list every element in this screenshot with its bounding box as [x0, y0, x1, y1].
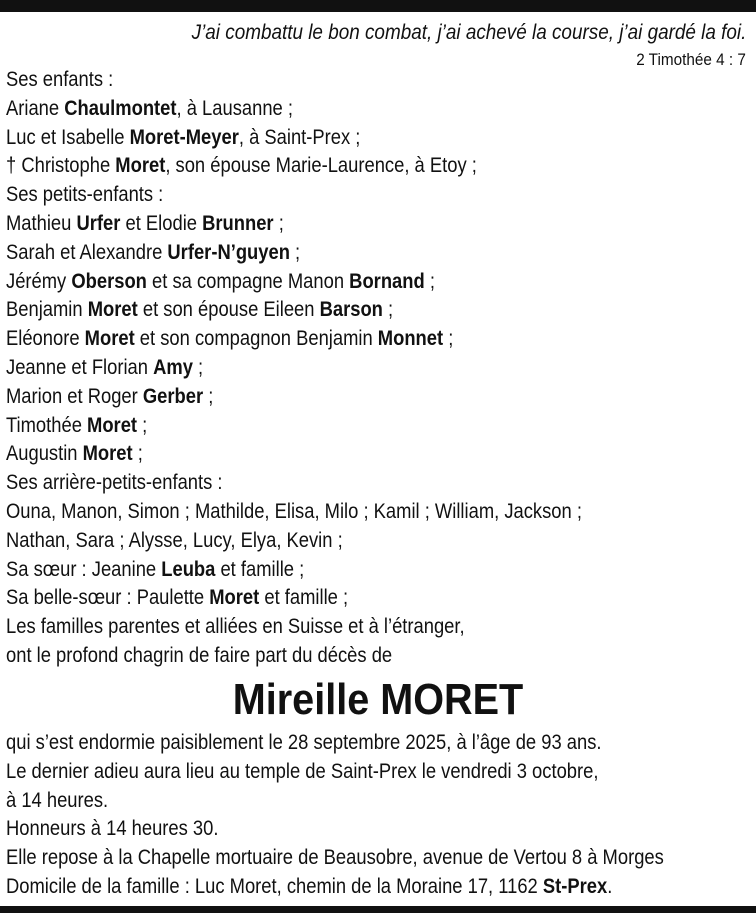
surname: Brunner — [202, 211, 274, 235]
text-segment: et son compagnon Benjamin — [134, 327, 378, 351]
detail-line — [6, 815, 664, 844]
surname: Oberson — [71, 269, 147, 293]
text-segment: Jeanne et Florian — [6, 355, 154, 379]
text-segment: , à Saint-Prex ; — [238, 125, 361, 149]
family-line — [6, 613, 582, 642]
text-segment: ; — [443, 327, 454, 351]
text-segment: . — [607, 874, 613, 898]
epigraph-reference: 2 Timothée 4 : 7 — [636, 50, 746, 69]
family-line — [6, 383, 582, 412]
text-segment: Elle repose à la Chapelle mortuaire de Beausobre, avenue de Vertou 8 à Morges — [6, 846, 664, 870]
text-segment: qui s’est endormie paisiblement le 28 septembre 2025, à l’âge de 93 ans. — [6, 731, 602, 754]
top-border-rule — [0, 0, 756, 12]
family-line — [6, 152, 582, 181]
text-segment: ; — [137, 413, 148, 437]
surname: Monnet — [377, 327, 444, 351]
text-segment: et famille ; — [259, 586, 349, 610]
bottom-border-rule — [0, 906, 756, 913]
text-segment: Les familles parentes et alliées en Suisse et à l’étranger, — [6, 615, 465, 639]
text-segment: Sa sœur : Jeanine — [6, 557, 162, 581]
surname: Moret — [115, 154, 166, 178]
family-line — [6, 124, 582, 153]
text-segment: Le dernier adieu aura lieu au temple de Saint-Prex le vendredi 3 octobre, — [6, 759, 599, 783]
family-line — [6, 556, 582, 585]
text-segment: Ariane — [6, 96, 65, 120]
text-segment: Benjamin — [6, 298, 88, 322]
family-line — [6, 440, 582, 469]
text-segment: Nathan, Sara ; Alysse, Lucy, Elya, Kevin ; — [6, 528, 343, 552]
text-segment: et famille ; — [215, 557, 305, 581]
surname: Moret-Meyer — [129, 125, 239, 149]
text-segment: Domicile de la famille : Luc Moret, chemin de la Moraine 17, 1162 — [6, 874, 543, 898]
text-segment: et son épouse Eileen — [137, 298, 320, 322]
deceased-name: Mireille MORET — [232, 675, 524, 724]
detail-line — [6, 729, 664, 758]
text-segment: Sa belle-sœur : Paulette — [6, 586, 210, 610]
surname: Urfer-N’guyen — [167, 240, 290, 264]
surname: Moret — [84, 327, 135, 351]
epigraph-quote: J’ai combattu le bon combat, j’ai achevé la course, j’ai gardé la foi. — [191, 21, 746, 44]
surname: Barson — [319, 298, 383, 322]
details-list — [6, 729, 756, 902]
text-segment: Timothée — [6, 413, 88, 437]
text-segment: † Christophe — [6, 154, 116, 178]
family-line — [6, 527, 582, 556]
surname: Amy — [153, 355, 193, 379]
family-line — [6, 66, 582, 95]
text-segment: Honneurs à 14 heures 30. — [6, 817, 219, 841]
text-segment: et Elodie — [120, 211, 203, 235]
family-line — [6, 354, 582, 383]
text-segment: Eléonore — [6, 327, 85, 351]
surname: St-Prex — [542, 874, 608, 898]
surname: Moret — [209, 586, 260, 610]
surname: Bornand — [349, 269, 425, 293]
family-line — [6, 95, 582, 124]
surname: Moret — [87, 298, 138, 322]
text-segment: ont le profond chagrin de faire part du décès de — [6, 643, 393, 667]
family-line — [6, 210, 582, 239]
text-segment: Mathieu — [6, 211, 77, 235]
text-segment: Ses arrière-petits-enfants : — [6, 471, 223, 495]
family-line — [6, 584, 582, 613]
text-segment: à 14 heures. — [6, 788, 109, 812]
text-segment: et sa compagne Manon — [146, 269, 350, 293]
text-segment: Jérémy — [6, 269, 72, 293]
family-line — [6, 498, 582, 527]
detail-line — [6, 844, 664, 873]
text-segment: ; — [132, 442, 143, 466]
detail-line — [6, 787, 664, 816]
family-line — [6, 412, 582, 441]
text-segment: ; — [424, 269, 435, 293]
text-segment: ; — [273, 211, 284, 235]
surname: Gerber — [142, 384, 204, 408]
text-segment: Luc et Isabelle — [6, 125, 130, 149]
surname: Chaulmontet — [64, 96, 177, 120]
surname: Moret — [82, 442, 133, 466]
text-segment: ; — [289, 240, 301, 264]
surname: Urfer — [76, 211, 121, 235]
text-segment: Marion et Roger — [6, 384, 143, 408]
text-segment: Sarah et Alexandre — [6, 240, 168, 264]
text-segment: ; — [192, 355, 204, 379]
text-segment: Ses enfants : — [6, 68, 114, 91]
family-line — [6, 268, 582, 297]
text-segment: , à Lausanne ; — [176, 96, 293, 120]
family-line — [6, 181, 582, 210]
family-line — [6, 239, 582, 268]
family-line — [6, 469, 582, 498]
surname: Moret — [87, 413, 138, 437]
family-list — [6, 66, 664, 671]
text-segment: Ses petits-enfants : — [6, 183, 164, 207]
family-line — [6, 325, 582, 354]
detail-line — [6, 873, 664, 902]
text-segment: ; — [382, 298, 394, 322]
family-line — [6, 296, 582, 325]
text-segment: ; — [203, 384, 214, 408]
text-segment: Ouna, Manon, Simon ; Mathilde, Elisa, Milo ; Kamil ; William, Jackson ; — [6, 499, 582, 523]
text-segment: Augustin — [6, 442, 83, 466]
detail-line — [6, 758, 664, 787]
text-segment: , son épouse Marie-Laurence, à Etoy ; — [165, 154, 477, 178]
surname: Leuba — [161, 557, 216, 581]
family-line — [6, 642, 582, 671]
